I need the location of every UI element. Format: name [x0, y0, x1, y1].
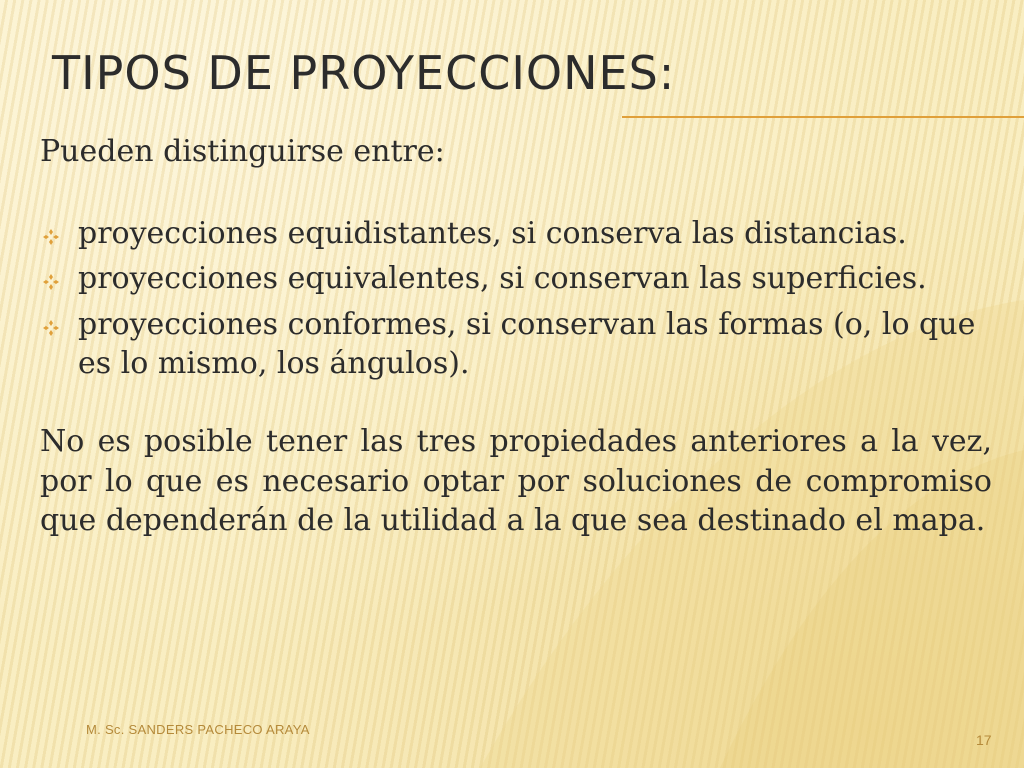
diamond-quad-icon [42, 273, 60, 291]
bullet-text: proyecciones conformes, si conservan las formas (o, lo que es lo mismo, los ángulos). [78, 306, 976, 382]
intro-text: Pueden distinguirse entre: [40, 134, 445, 169]
closing-paragraph: No es posible tener las tres propiedades anteriores a la vez, por lo que es necesario optar por soluciones de compromiso que dependerán de la utilidad a la que sea destinado el mapa. [40, 423, 992, 539]
footer-author: M. Sc. SANDERS PACHECO ARAYA [86, 722, 310, 737]
bullet-text: proyecciones equivalentes, si conservan las superficies. [78, 261, 927, 297]
bullet-list [40, 214, 992, 384]
list-item [40, 259, 992, 299]
page-number: 17 [976, 732, 992, 748]
list-item [40, 214, 992, 254]
diamond-quad-icon [42, 228, 60, 246]
slide-title: TIPOS DE PROYECCIONES: [52, 46, 676, 100]
list-item [40, 305, 992, 384]
diamond-quad-icon [42, 319, 60, 337]
slide-body [40, 132, 992, 541]
title-underline [622, 116, 1024, 118]
bullet-text: proyecciones equidistantes, si conserva las distancias. [78, 215, 907, 251]
